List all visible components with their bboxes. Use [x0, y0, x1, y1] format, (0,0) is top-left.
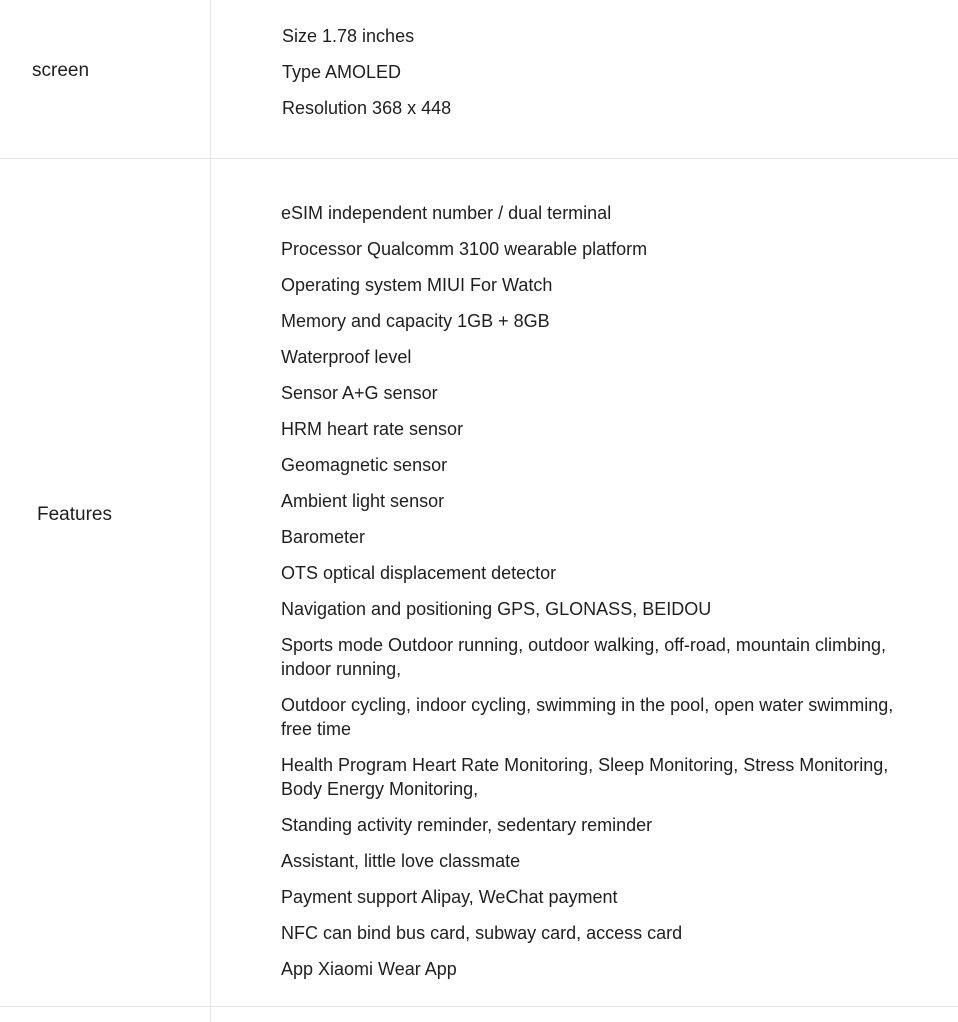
spec-item: Barometer	[281, 527, 366, 547]
spec-item: Type AMOLED	[282, 62, 402, 82]
spec-item: Waterproof level	[281, 347, 412, 367]
spec-item: Navigation and positioning GPS, GLONASS, BEIDOU	[281, 599, 712, 619]
spec-item: App Xiaomi Wear App	[281, 959, 457, 979]
spec-item: Payment support Alipay, WeChat payment	[281, 887, 618, 907]
spec-item: Assistant, little love classmate	[281, 851, 521, 871]
row-divider-screen	[0, 158, 958, 159]
spec-item: Operating system MIUI For Watch	[281, 275, 553, 295]
features-label: Features	[37, 504, 112, 525]
features-spec-list	[281, 201, 921, 993]
row-divider-features	[0, 1006, 958, 1007]
spec-item: HRM heart rate sensor	[281, 419, 464, 439]
screen-spec-list	[282, 24, 922, 132]
spec-item: eSIM independent number / dual terminal	[281, 203, 612, 223]
screen-label: screen	[32, 60, 90, 81]
spec-item: Standing activity reminder, sedentary reminder	[281, 815, 653, 835]
spec-item: Ambient light sensor	[281, 491, 445, 511]
spec-item: Geomagnetic sensor	[281, 455, 448, 475]
spec-item: Sports mode Outdoor running, outdoor walking, off-road, mountain climbing, indoor running,	[281, 635, 887, 679]
spec-item: Resolution 368 x 448	[282, 98, 452, 118]
spec-item: Sensor A+G sensor	[281, 383, 438, 403]
spec-item: Size 1.78 inches	[282, 26, 415, 46]
spec-item: Outdoor cycling, indoor cycling, swimming in the pool, open water swimming, free time	[281, 695, 894, 739]
spec-item: Health Program Heart Rate Monitoring, Sleep Monitoring, Stress Monitoring, Body Energy Monitoring,	[281, 755, 889, 799]
column-divider	[210, 0, 211, 1022]
spec-item: Memory and capacity 1GB + 8GB	[281, 311, 550, 331]
spec-item: NFC can bind bus card, subway card, access card	[281, 923, 683, 943]
spec-item: OTS optical displacement detector	[281, 563, 557, 583]
spec-item: Processor Qualcomm 3100 wearable platform	[281, 239, 648, 259]
